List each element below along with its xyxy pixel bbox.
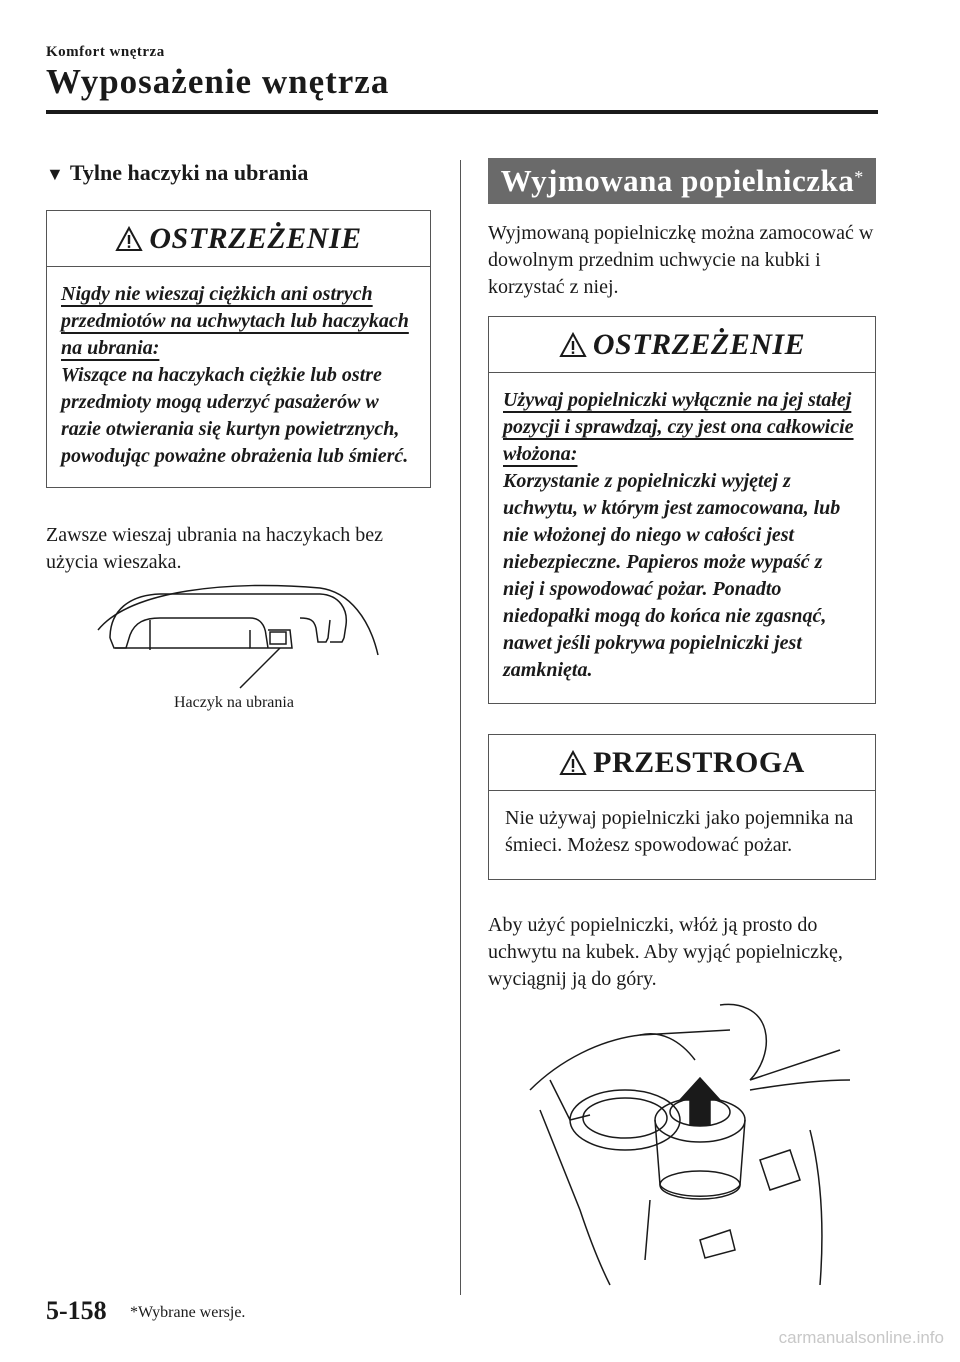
warning-title: OSTRZEŻENIE: [149, 221, 362, 255]
banner-title: Wyjmowana popielniczka: [500, 163, 855, 198]
ashtray-intro: Wyjmowaną popielniczkę można zamocować w dowolnym przednim uchwycie na kubki i korzystać z niej.: [488, 222, 874, 298]
triangle-bullet-icon: ▼: [46, 164, 64, 184]
ashtray-usage: Aby użyć popielniczki, włóż ją prosto do uchwytu na kubek. Aby wyjąć popielniczkę, wyciągnij ją do góry.: [488, 914, 843, 990]
warning-lead: Nigdy nie wieszaj ciężkich ani ostrych przedmiotów na uchwytach lub haczykach na ubrania:: [61, 283, 409, 359]
warning-content: [47, 267, 430, 482]
warning-lead: Używaj popielniczki wyłącznie na jej stałej pozycji i sprawdzaj, czy jest ona całkowicie włożona:: [503, 389, 854, 465]
ashtray-illustration: [520, 1000, 860, 1290]
page-number: 5-158: [46, 1296, 107, 1325]
caution-text: Nie używaj popielniczki jako pojemnika na śmieci. Możesz spowodować pożar.: [505, 807, 854, 856]
page-title: Wyposażenie wnętrza: [46, 62, 390, 101]
warning-title: OSTRZEŻENIE: [592, 327, 806, 361]
warning-content: [489, 373, 875, 696]
subheading-clothes-hooks: [46, 160, 308, 186]
clothes-hook-illustration: [90, 580, 390, 695]
subheading-text: Tylne haczyki na ubrania: [69, 160, 309, 185]
warning-text: Korzystanie z popielniczki wyjętej z uchwytu, w którym jest zamocowana, lub nie włożonej do niego w całości jest niebezpieczne. Papieros może wypaść z niej i spowodować pożar. Ponadto niedopałki mogą do końca nie zgasnąć, nawet jeśli pokrywa popielniczki jest zamknięta.: [503, 470, 841, 681]
warning-text: Wiszące na haczykach ciężkie lub ostre przedmioty mogą uderzyć pasażerów w razie otwierania się kurtyn powietrznych, powodując poważne obrażenia lub śmierć.: [61, 364, 409, 467]
warning-header: [489, 317, 875, 373]
section-label: Komfort wnętrza: [46, 44, 165, 60]
caution-title: PRZESTROGA: [593, 745, 805, 779]
warning-header: [47, 211, 430, 267]
hook-caption: Haczyk na ubrania: [174, 694, 294, 711]
section-banner: [488, 158, 876, 204]
watermark-text: carmanualsonline.info: [778, 1328, 944, 1347]
footnote: *Wybrane wersje.: [130, 1304, 246, 1321]
warning-triangle-icon: [559, 332, 587, 358]
caution-box: [488, 734, 876, 880]
caution-header: [489, 735, 875, 791]
column-divider: [460, 160, 461, 1295]
warning-box-hooks: [46, 210, 431, 488]
banner-asterisk: *: [854, 166, 864, 187]
hooks-paragraph: Zawsze wieszaj ubrania na haczykach bez użycia wieszaka.: [46, 524, 384, 573]
warning-triangle-icon: [115, 226, 143, 252]
warning-triangle-icon: [559, 750, 587, 776]
warning-box-ashtray: [488, 316, 876, 704]
header-rule: [46, 110, 878, 114]
